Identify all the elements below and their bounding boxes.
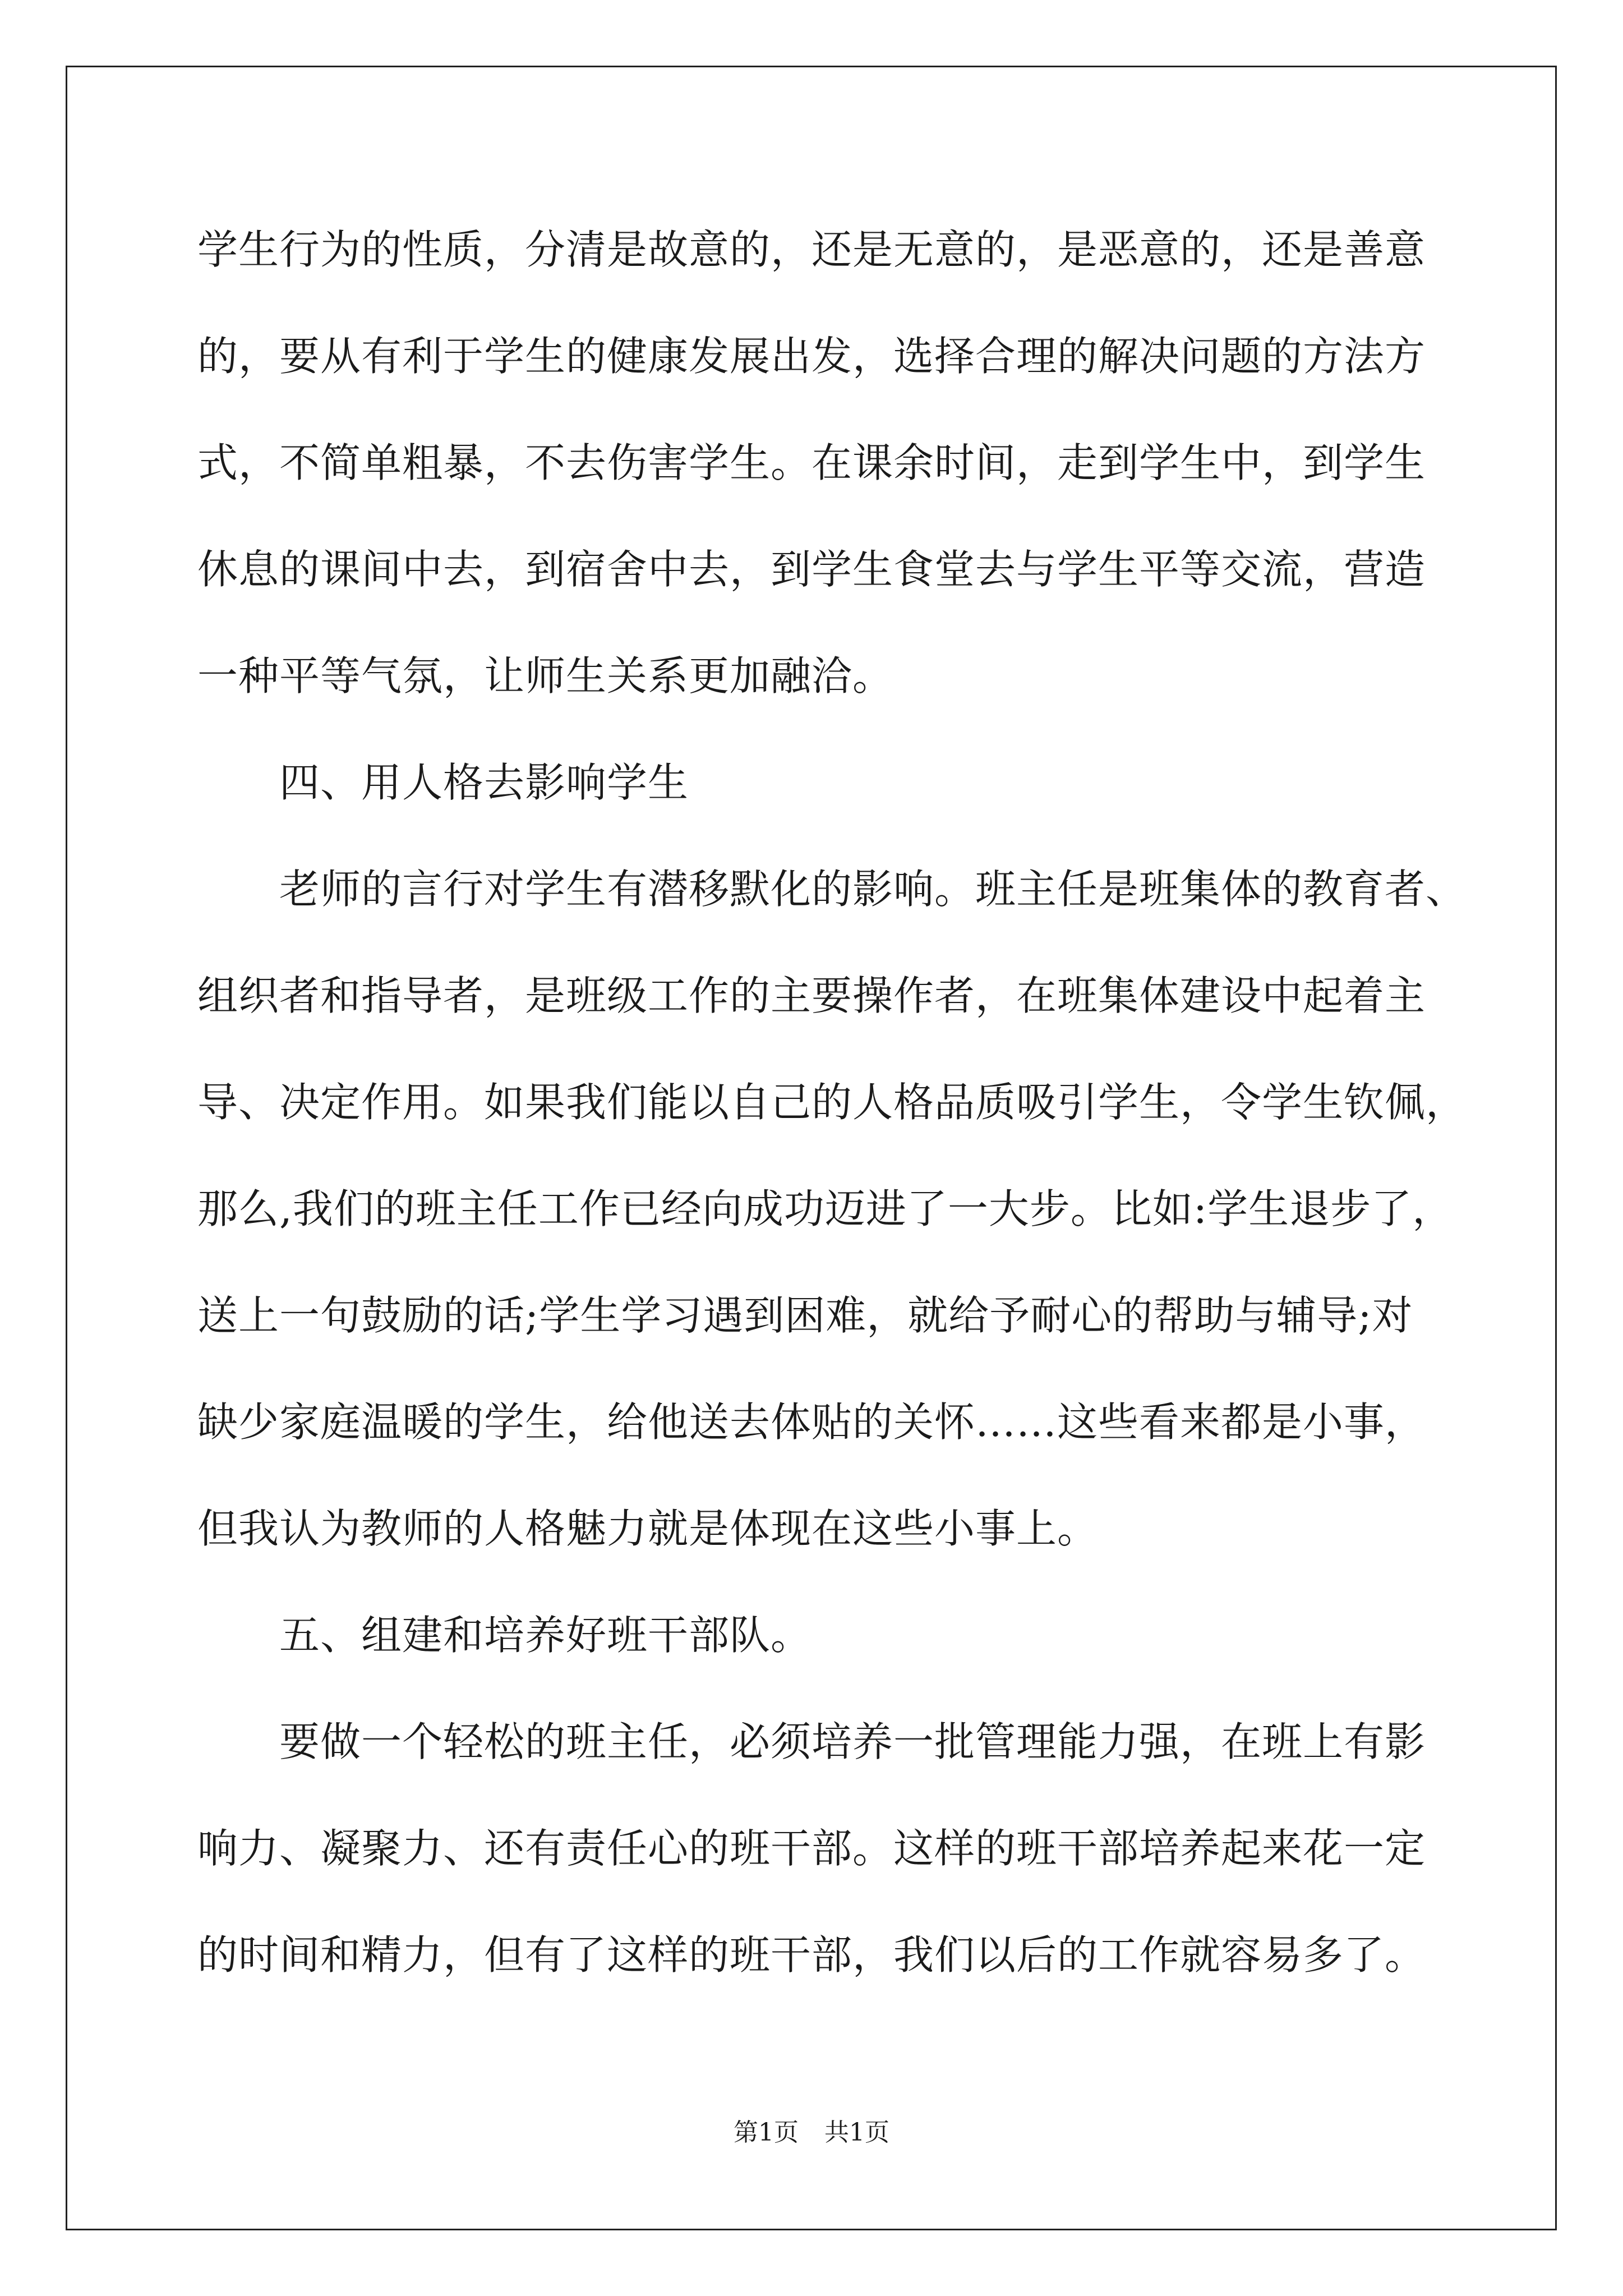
- text-line: 那么,我们的班主任工作已经向成功迈进了一大步。比如:学生退步了，: [197, 1185, 1454, 1232]
- text-line: 式，不简单粗暴，不去伤害学生。在课余时间，走到学生中，到学生: [197, 439, 1426, 486]
- page-border: [66, 66, 1557, 2230]
- text-line: 组织者和指导者，是班级工作的主要操作者，在班集体建设中起着主: [197, 972, 1426, 1019]
- page-number-current: 第1页: [734, 2118, 799, 2147]
- text-line: 响力、凝聚力、还有责任心的班干部。这样的班干部培养起来花一定: [197, 1825, 1426, 1872]
- section-heading: 五、组建和培养好班干部队。: [197, 1612, 812, 1659]
- page-number-total: 共1页: [824, 2118, 889, 2147]
- text-line: 缺少家庭温暖的学生，给他送去体贴的关怀……这些看来都是小事，: [197, 1398, 1426, 1446]
- text-line: 老师的言行对学生有潜移默化的影响。班主任是班集体的教育者、: [197, 866, 1467, 913]
- text-line: 的，要从有利于学生的健康发展出发，选择合理的解决问题的方法方: [197, 333, 1426, 380]
- text-line: 学生行为的性质，分清是故意的，还是无意的，是恶意的，还是善意: [197, 226, 1426, 273]
- text-line: 但我认为教师的人格魅力就是体现在这些小事上。: [197, 1505, 1099, 1552]
- text-line: 导、决定作用。如果我们能以自己的人格品质吸引学生，令学生钦佩，: [197, 1079, 1467, 1126]
- text-line: 送上一句鼓励的话;学生学习遇到困难，就给予耐心的帮助与辅导;对: [197, 1292, 1413, 1339]
- text-line: 要做一个轻松的班主任，必须培养一批管理能力强，在班上有影: [197, 1718, 1426, 1765]
- text-line: 一种平等气氛，让师生关系更加融洽。: [197, 652, 894, 700]
- text-line: 休息的课间中去，到宿舍中去，到学生食堂去与学生平等交流，营造: [197, 546, 1426, 593]
- page-footer: [0, 2116, 1623, 2150]
- text-line: 的时间和精力，但有了这样的班干部，我们以后的工作就容易多了。: [197, 1931, 1426, 1978]
- section-heading: 四、用人格去影响学生: [197, 759, 689, 806]
